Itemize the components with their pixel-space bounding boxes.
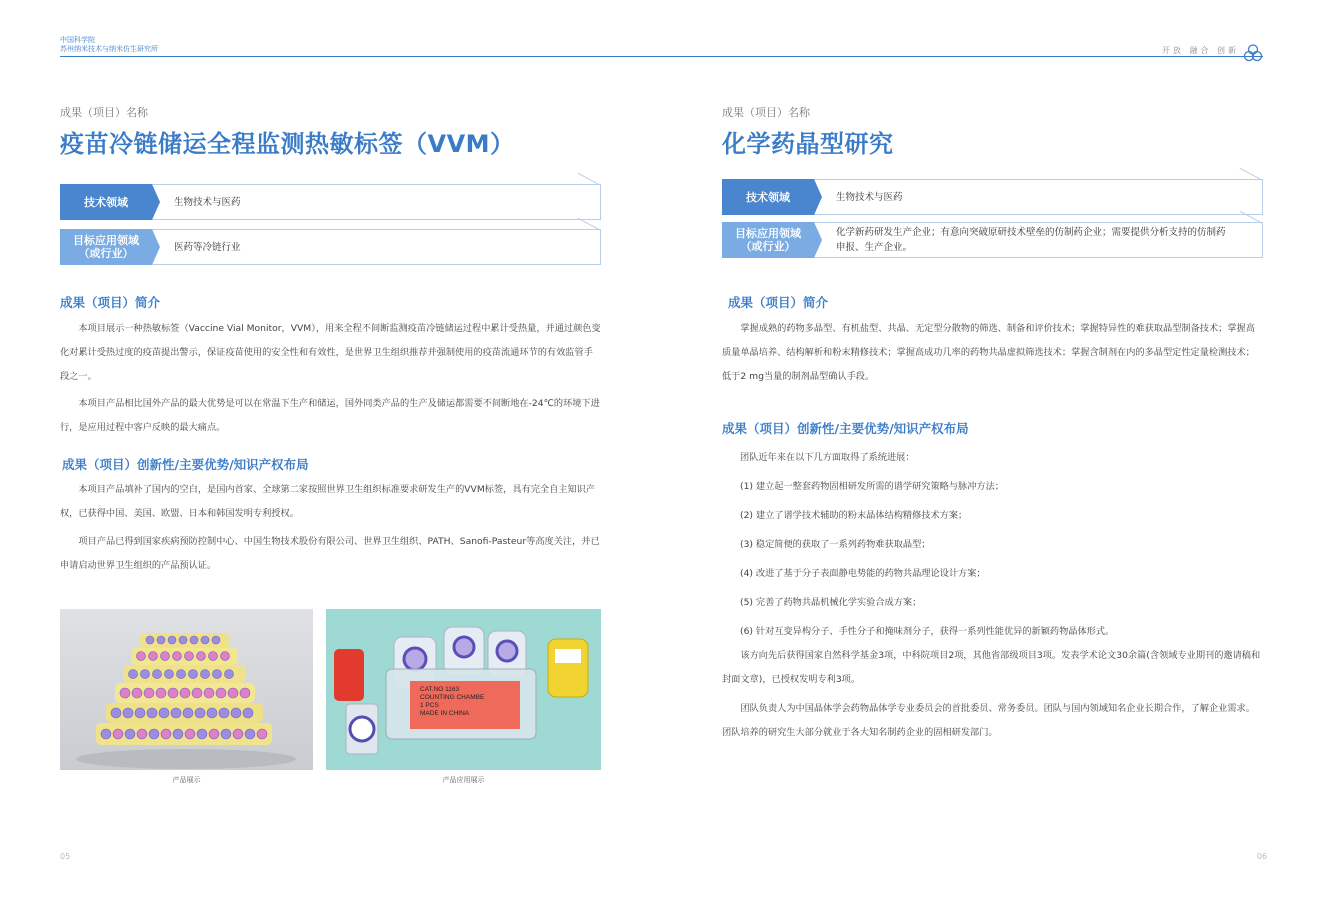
intro-paragraph-1: 本项目展示一种热敏标签（Vaccine Vial Monitor，VVM），用来全程不间断监测疫苗冷链储运过程中累计受热量，并通过颜色变化对累计受热过度的疫苗提出警示，保证疫苗使用的安全性和有效性，是世界卫生组织推荐并强制使用的疫苗流通环节的有效监管手段之一。 [60,323,601,382]
label-line: MADE IN CHINA [420,710,470,717]
application-field-tag: 目标应用领域（或行业） [722,222,814,258]
project-title: 疫苗冷链储运全程监测热敏标签（VVM） [60,130,515,158]
innovation-heading: 成果（项目）创新性/主要优势/知识产权布局 [62,457,309,472]
innovation-paragraph-1: 本项目产品填补了国内的空白，是国内首家、全球第二家按照世界卫生组织标准要求研发生产的VVM标签，具有完全自主知识产权，已获得中国、美国、欧盟、日本和韩国发明专利授权。 [60,484,596,519]
label-line: CAT.NO 1163 [420,686,460,693]
label-rolls-image [60,609,313,770]
tech-field-tag: 技术领域 [60,184,152,220]
label-line: 1 PCS [420,702,439,709]
right-page [722,0,1267,898]
tech-field-value: 生物技术与医药 [836,191,903,203]
list-item: (3) 稳定简便的获取了一系列药物难获取晶型； [740,539,931,550]
row-corner-decoration [1241,222,1263,236]
tech-field-tag: 技术领域 [722,179,814,215]
list-item: (2) 建立了谱学技术辅助的粉末晶体结构精修技术方案； [740,510,968,521]
product-photo-caption: 产品展示 [172,776,201,784]
product-photo [60,609,313,770]
page-number: 06 [1256,852,1267,861]
application-field-value: 化学新药研发生产企业；有意向突破原研技术壁垒的仿制药企业；需要提供分析支持的仿制药申报、生产企业。 [836,227,1226,253]
header-slogan: 开放 融合 创新 [1161,46,1239,55]
intro-heading: 成果（项目）简介 [60,295,161,310]
application-field-row [60,229,601,265]
row-corner-decoration [1241,179,1263,193]
innovation-heading: 成果（项目）创新性/主要优势/知识产权布局 [722,421,969,436]
application-photo [326,609,601,770]
left-page [60,0,605,898]
project-name-label: 成果（项目）名称 [60,106,148,119]
intro-heading: 成果（项目）简介 [728,295,829,310]
innovation-paragraph-2: 项目产品已得到国家疾病预防控制中心、中国生物技术股份有限公司、世界卫生组织、PATH、Sanofi-Pasteur等高度关注，并已申请启动世界卫生组织的产品预认证。 [60,536,600,571]
list-item: (4) 改进了基于分子表面静电势能的药物共晶理论设计方案； [740,568,986,579]
tech-field-row [722,179,1263,215]
funding-paragraph: 该方向先后获得国家自然科学基金3项，中科院项目2项，其他省部级项目3项。发表学术论文30余篇(含领域专业期刊的邀请稿和封面文章)，已授权发明专利3项。 [722,650,1261,685]
row-corner-decoration [579,184,601,198]
tech-field-value: 生物技术与医药 [174,196,241,208]
application-field-tag: 目标应用领域（或行业） [60,229,152,265]
application-photo-caption: 产品应用展示 [442,776,485,784]
list-item: (5) 完善了药物共晶机械化学实验合成方案； [740,597,922,608]
org-line-1: 中国科学院 [60,36,95,44]
counting-chamber-label [420,686,484,718]
list-item: (6) 针对互变异构分子、手性分子和掩味剂分子，获得一系列性能优异的新颖药物晶体形式。 [740,626,1115,637]
innovation-lead: 团队近年来在以下几方面取得了系统进展： [740,452,915,463]
intro-paragraph: 掌握成熟的药物多晶型、有机盐型、共晶、无定型分散物的筛选、制备和评价技术；掌握特异性的难获取晶型制备技术；掌握高质量单晶培养、结构解析和粉末精修技术；掌握高成功几率的药物共晶虚拟筛选技术；掌握含制剂在内的多晶型定性定量检测技术；低于2 mg当量的制剂晶型确认手段。 [722,323,1255,382]
list-item: (1) 建立起一整套药物固相研发所需的谱学研究策略与脉冲方法； [740,481,1004,492]
application-field-row [722,222,1263,258]
intro-paragraph-2: 本项目产品相比国外产品的最大优势是可以在常温下生产和储运，国外同类产品的生产及储运都需要不间断地在-24℃的环境下进行，是应用过程中客户反映的最大痛点。 [60,398,600,433]
page-number: 05 [60,852,71,861]
row-corner-decoration [579,229,601,243]
label-line: COUNTING CHAMBE [420,694,485,701]
org-line-2: 苏州纳米技术与纳米仿生研究所 [60,45,158,53]
project-title: 化学药晶型研究 [722,130,894,158]
project-name-label: 成果（项目）名称 [722,106,810,119]
application-field-value: 医药等冷链行业 [174,241,241,253]
tech-field-row [60,184,601,220]
team-paragraph: 团队负责人为中国晶体学会药物晶体学专业委员会的首批委员、常务委员。团队与国内领域知名企业长期合作，了解企业需求。团队培养的研究生大部分就业于各大知名制药企业的固相研发部门。 [722,703,1255,738]
